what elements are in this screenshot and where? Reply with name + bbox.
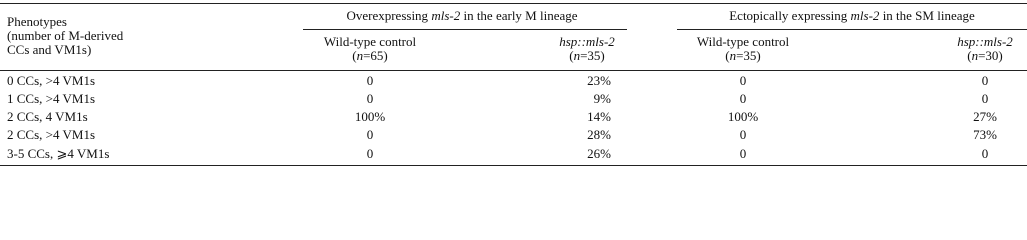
table-bottom-rule [0, 165, 1027, 166]
cell-wildtype-1: 0 [366, 127, 374, 142]
header-bottom-rule [0, 70, 1027, 71]
col-header-hsp-2: hsp::mls-2 (n=30) [957, 34, 1013, 63]
row-phenotype: 3-5 CCs, ⩾4 VM1s [7, 146, 110, 161]
stub-header-line-3: CCs and VM1s) [7, 42, 92, 57]
cell-hsp-1: 9% [593, 91, 611, 106]
cell-wildtype-2: 100% [727, 109, 759, 124]
row-phenotype: 2 CCs, 4 VM1s [7, 109, 88, 124]
cell-hsp-2: 27% [973, 109, 997, 124]
cell-hsp-2: 0 [981, 146, 989, 161]
col-header-hsp-1: hsp::mls-2 (n=35) [559, 34, 615, 63]
cell-wildtype-2: 0 [739, 146, 747, 161]
table-top-rule [0, 3, 1027, 4]
cell-hsp-1: 26% [587, 146, 611, 161]
row-phenotype: 2 CCs, >4 VM1s [7, 127, 96, 142]
group-header-early-m: Overexpressing mls-2 in the early M lineage [346, 8, 578, 23]
cell-hsp-2: 0 [981, 73, 989, 88]
cell-hsp-2: 73% [973, 127, 997, 142]
cell-wildtype-1: 0 [366, 146, 374, 161]
row-phenotype: 0 CCs, >4 VM1s [7, 73, 96, 88]
cell-wildtype-2: 0 [739, 127, 747, 142]
col-header-wildtype-1: Wild-type control (n=65) [323, 34, 417, 63]
cell-hsp-2: 0 [981, 91, 989, 106]
group-header-sm-lineage: Ectopically expressing mls-2 in the SM lineage [729, 8, 975, 23]
group-1-underline [303, 29, 627, 30]
row-phenotype: 1 CCs, >4 VM1s [7, 91, 96, 106]
cell-hsp-1: 28% [587, 127, 611, 142]
cell-hsp-1: 14% [587, 109, 611, 124]
stub-header-line-2: (number of M-derived [7, 28, 124, 43]
cell-wildtype-2: 0 [739, 73, 747, 88]
group-2-underline [677, 29, 1027, 30]
cell-wildtype-1: 0 [366, 91, 374, 106]
cell-wildtype-1: 100% [354, 109, 386, 124]
cell-wildtype-2: 0 [739, 91, 747, 106]
stub-header-line-1: Phenotypes [7, 14, 67, 29]
cell-hsp-1: 23% [587, 73, 611, 88]
cell-wildtype-1: 0 [366, 73, 374, 88]
col-header-wildtype-2: Wild-type control (n=35) [696, 34, 790, 63]
